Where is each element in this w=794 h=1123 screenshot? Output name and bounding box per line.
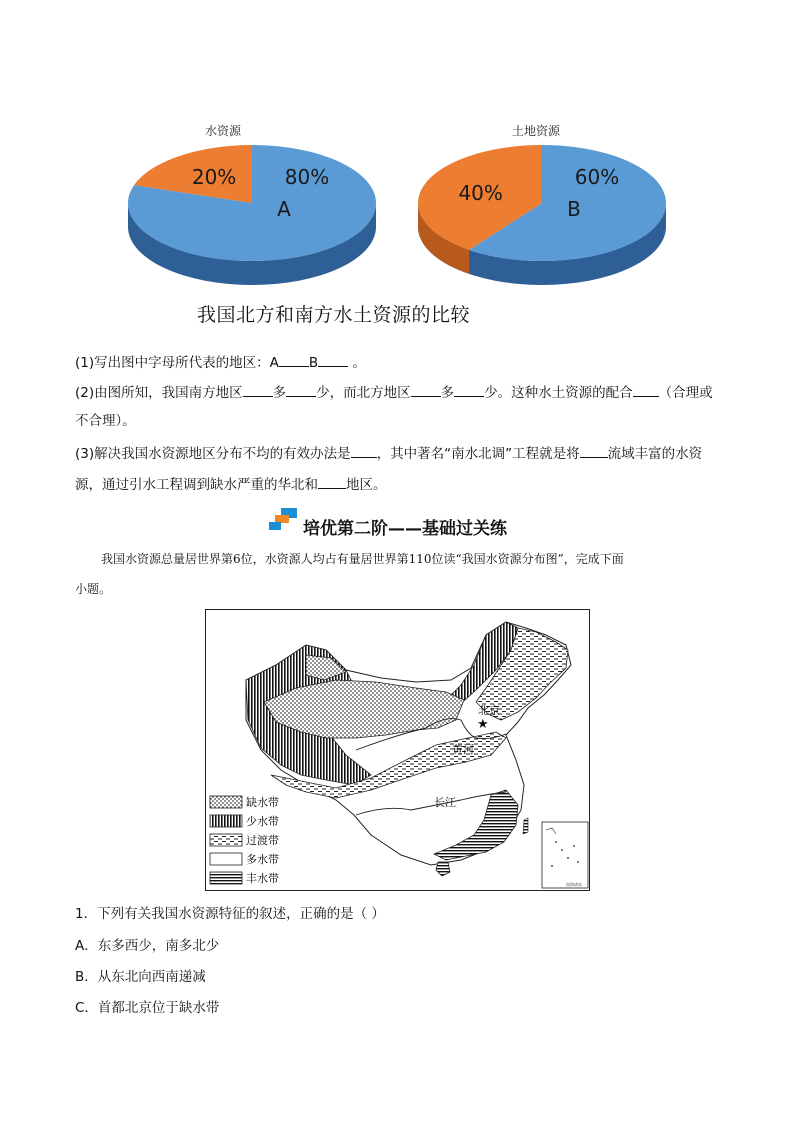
q2-text-c: 少，而北方地区 [316, 385, 411, 401]
pie-2-small-label: 40% [458, 181, 503, 206]
legend-label-4: 丰水带 [246, 872, 279, 885]
question-3-line2 [75, 474, 387, 495]
intro-line2: 小题。 [75, 582, 112, 596]
legend-swatch-short [210, 796, 242, 808]
blank-reasonable[interactable] [633, 382, 659, 397]
question-2-line2: 不合理）。 [75, 413, 136, 429]
pie2-title: 土地资源 [512, 124, 561, 138]
legend-swatch-transition [210, 834, 242, 846]
legend-label-3: 多水带 [246, 853, 279, 866]
option-b[interactable]: B．从东北向西南递减 [75, 969, 206, 985]
option-c[interactable]: C．首都北京位于缺水带 [75, 1000, 220, 1016]
legend-swatch-less [210, 815, 242, 827]
q2-text-d: 多 [440, 385, 455, 401]
q1-prefix: (1)写出图中字母所代表的地区：A [75, 355, 279, 371]
map-svg [206, 610, 589, 890]
intro-line1: 我国水资源总量居世界第6位，水资源人均占有量居世界第110位读“我国水资源分布图”，完成下面 [101, 552, 624, 566]
blank-region[interactable] [318, 474, 346, 489]
q3-text-a: (3)解决我国水资源地区分布不均的有效办法是 [75, 446, 351, 462]
inset-label: 南海诸岛 [566, 882, 582, 887]
blank-b[interactable] [318, 352, 348, 367]
question-1-line [75, 352, 366, 373]
pie-1-big-label: 80% [284, 165, 330, 189]
changjiang-label: 长江 [434, 796, 456, 809]
q3-text-e: 地区。 [346, 477, 387, 493]
blank-south-less[interactable] [286, 382, 316, 397]
hainan-island [436, 862, 450, 876]
pie-1-letter: A [277, 197, 291, 221]
map-legend [210, 795, 279, 885]
beijing-label: 北京 [478, 704, 500, 717]
q3-text-c: 流域丰富的水资 [607, 446, 703, 462]
q2-text-e: 少。这种水土资源的配合 [484, 385, 633, 401]
pie1-title: 水资源 [205, 124, 242, 138]
section-title: 培优第二阶——基础过关练 [303, 519, 507, 539]
water-distribution-map [205, 609, 590, 891]
q2-text-b: 多 [272, 385, 287, 401]
pie-1-small-label: 20% [191, 165, 237, 190]
water-resource-pie [115, 135, 390, 295]
q2-text-a: (2)由图所知，我国南方地区 [75, 385, 243, 401]
pie-caption: 我国北方和南方水土资源的比较 [197, 304, 471, 326]
question-2-line1 [75, 382, 713, 403]
legend-swatch-more [210, 853, 242, 865]
blank-north-less[interactable] [454, 382, 484, 397]
q1-mid: B [308, 355, 319, 371]
legend-label-1: 少水带 [246, 815, 279, 828]
q3-text-b: ，其中著名“南水北调”工程就是将 [376, 446, 580, 462]
question-3-line1 [75, 443, 702, 464]
q1-suffix: 。 [352, 355, 366, 371]
legend-label-0: 缺水带 [246, 796, 279, 809]
blank-north-more[interactable] [411, 382, 441, 397]
option-a[interactable]: A．东多西少，南多北少 [75, 938, 220, 954]
blank-south-more[interactable] [243, 382, 273, 397]
q3-text-d: 源，通过引水工程调到缺水严重的华北和 [75, 477, 318, 493]
q2-text-f: （合理或 [658, 385, 713, 401]
question-1-stem: 1．下列有关我国水资源特征的叙述，正确的是（ ） [75, 906, 385, 922]
blank-method[interactable] [351, 443, 377, 458]
taiwan-island [523, 818, 528, 834]
beijing-star-icon: ★ [477, 717, 489, 732]
legend-swatch-rich [210, 872, 242, 884]
south-china-sea-inset [542, 822, 588, 888]
huanghe-label: 黄河 [452, 743, 474, 756]
pie-2-big-label: 60% [574, 165, 620, 189]
legend-label-2: 过渡带 [246, 834, 279, 847]
pie-2-letter: B [567, 197, 581, 221]
section-icon [267, 506, 301, 532]
blank-river[interactable] [580, 443, 608, 458]
land-resource-pie [405, 135, 680, 295]
blank-a[interactable] [279, 352, 309, 367]
